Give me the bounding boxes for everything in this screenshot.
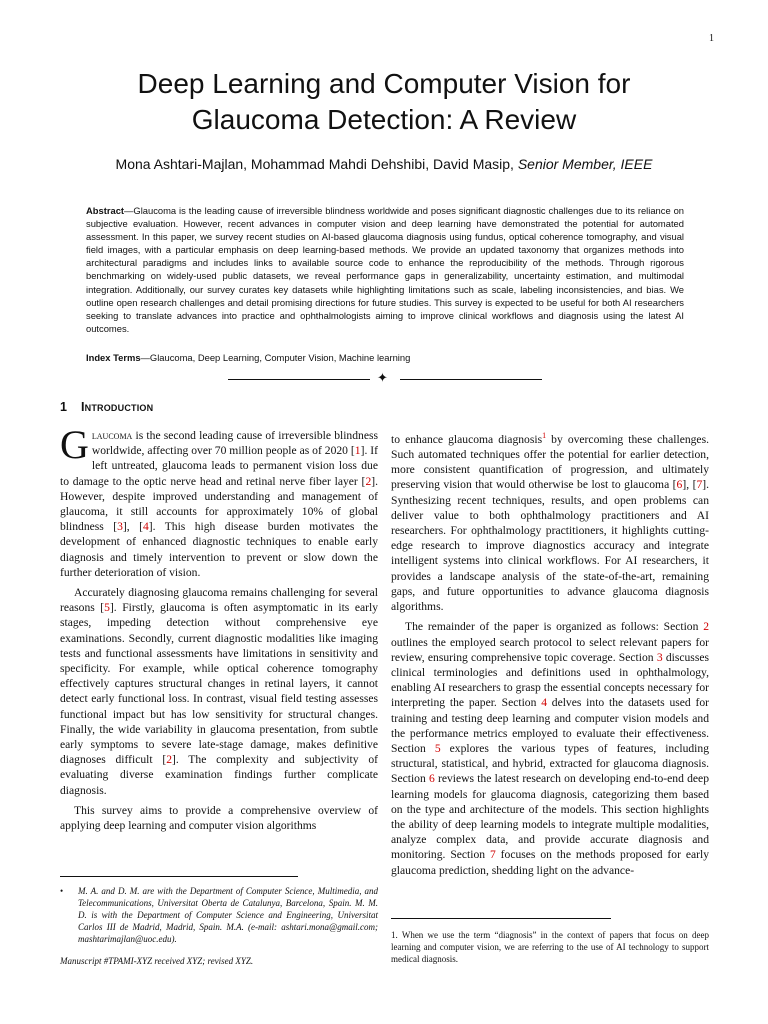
intro-paragraph-5: The remainder of the paper is organized as follows: Section 2 outlines the employed search protocol to select relevant papers for review, ensuring comprehensive topic coverage. Section 3 discusses clinical terminologies and definitions used in ophthalmology, enabling AI researchers to grasp the essential concepts necessary for interpreting the paper. Section 4 delves into the datasets used for training and testing deep learning and computer vision models and the performance metrics employed to evaluate their effectiveness. Section 5 explores the various types of features, including structural, statistical, and hybrid, extracted for glaucoma diagnosis. Section 6 reviews the latest research on developing end-to-end deep learning models for glaucoma diagnosis, categorizing them based on the type and architecture of the models. This section highlights the ability of deep learning models to integrate multiple modalities, analyze complex data, and provide accurate diagnosis and monitoring. Section 7 focuses on the methods proposed for early glaucoma prediction, shedding light on the advance- (391, 620, 710, 877)
section-link[interactable]: 2 (703, 620, 709, 634)
citation-link[interactable]: 2 (166, 753, 173, 767)
separator-line-right (400, 379, 542, 380)
manuscript-note: Manuscript #TPAMI-XYZ received XYZ; revised XYZ. (60, 956, 254, 966)
index-terms-label: Index Terms (86, 352, 141, 363)
right-column (391, 428, 709, 878)
title-line-1: Deep Learning and Computer Vision for (137, 68, 631, 99)
bullet-icon: • (60, 886, 64, 896)
author-list (60, 155, 708, 173)
citation-link[interactable]: 1 (354, 444, 361, 458)
intro-paragraph-2: Accurately diagnosing glaucoma remains challenging for several reasons [5]. Firstly, glaucoma is often asymptomatic in its early stages, impeding detection without comprehensive eye examinations. Secondly, current diagnostic modalities like imaging tests and functional assessments have limitations in sensitivity and specificity. For example, while optical coherence tomography effectively captures structural changes in retinal layers, it cannot detect early functional loss. In contrast, visual field testing assesses functional impact but has low sensitivity for structural changes. Finally, the wide variability in glaucoma presentation, from subtle early symptoms to severe late-stage damage, makes definitive diagnoses difficult [2]. The complexity and subjectivity of evaluating diverse examination findings further complicate diagnosis. (60, 586, 378, 797)
section-number: 1 (60, 400, 67, 414)
abstract-label: Abstract (86, 205, 125, 216)
footnote-rule-left (60, 876, 298, 877)
footnote-marker[interactable]: 1 (542, 431, 547, 440)
abstract (86, 204, 684, 335)
index-terms-text: —Glaucoma, Deep Learning, Computer Vision, Machine learning (140, 352, 411, 363)
affiliation-text: M. A. and D. M. are with the Department of Computer Science, Multimedia, and Telecommunications, Universitat Oberta de Catalunya, Barcelona, Spain. M. M. D. is with the Department of Computer Science and Engineering, Universitat Carlos III de Madrid, Madrid, Spain. M.A. (e-mail: ashtari.mona@gmail.com; mashtarimajlan@uoc.edu). (78, 886, 378, 944)
section-separator (228, 372, 542, 386)
section-title: Introduction (80, 400, 154, 414)
drop-cap: G (60, 422, 89, 467)
section-link[interactable]: 4 (541, 696, 547, 710)
author-role: Senior Member, IEEE (517, 156, 653, 172)
citation-link[interactable]: 3 (117, 520, 123, 534)
affiliation-footnote (60, 885, 378, 967)
paper-title (60, 66, 708, 138)
section-link[interactable]: 5 (434, 741, 441, 755)
title-line-2: Glaucoma Detection: A Review (191, 104, 577, 135)
diamond-icon: ✦ (377, 371, 388, 386)
intro-paragraph-1: Glaucoma is the second leading cause of irreversible blindness worldwide, affecting over 70 million people as of 2020 [1]. If left untreated, glaucoma leads to permanent vision loss due to damage to the optic nerve head and retinal nerve fiber layer [2]. However, despite improved understanding and management of glaucoma, it still accounts for approximately 10% of global blindness [3], [4]. This high disease burden motivates the development of enhanced diagnostic techniques to enable early diagnosis and timely intervention to prevent or slow down the further deterioration of vision. (60, 422, 378, 579)
section-link[interactable]: 7 (489, 848, 496, 862)
citation-link[interactable]: 5 (104, 601, 110, 615)
intro-paragraph-4: to enhance glaucoma diagnosis$^1$ by overcoming these challenges. Such automated techniques offer the potential for earlier detection, more consistent quantification of progression, and ultimately preserving vision that would otherwise be lost to glaucoma [6], [7]. Synthesizing recent techniques, results, and open problems can deliver value to both ophthalmology practitioners and AI researchers. For ophthalmology practitioners, it highlights cutting-edge research to improve diagnostics accuracy and integrate intelligent systems into clinical workflows. For AI researchers, it provides a landscape analysis of the state-of-the-art, remaining gaps, and future opportunities to advance glaucoma diagnosis algorithms. (391, 431, 709, 614)
separator-line-left (228, 379, 370, 380)
section-link[interactable]: 3 (656, 650, 663, 664)
left-column (60, 422, 378, 833)
intro-paragraph-3: This survey aims to provide a comprehensive overview of applying deep learning and computer vision algorithms (60, 803, 378, 833)
section-link[interactable]: 6 (429, 772, 435, 786)
abstract-text: —Glaucoma is the leading cause of irreversible blindness worldwide and poses significant diagnostic challenges due to its reliance on subjective evaluation. However, recent advances in computer vision and deep learning have demonstrated the potential for automated assessment. In this paper, we survey recent studies on AI-based glaucoma diagnosis using fundus, optical coherence tomography, and visual field images, with a particular emphasis on deep learning-based methods. We provide an updated taxonomy that organizes methods into architectural paradigms and includes links to available source code to enhance the reproducibility of the methods. Through rigorous benchmarking on widely-used public datasets, we reveal performance gaps in generalizability, uncertainty estimation, and multimodal integration. Additionally, our survey curates key datasets while highlighting limitations such as scale, labeling inconsistencies, and bias. We outline open research challenges and detail promising directions for future studies. This survey is expected to be useful for both AI researchers seeking to translate advances into practice and ophthalmologists aiming to improve clinical workflows and diagnosis using the latest AI outcomes. (86, 205, 684, 334)
footnote-rule-right (391, 918, 611, 919)
footnote-1: 1. When we use the term “diagnosis” in the context of papers that focus on deep learning and computer vision, we are referring to the use of AI technology to support medical diagnosis. (391, 930, 709, 964)
citation-link[interactable]: 7 (696, 478, 703, 492)
citation-link[interactable]: 2 (365, 474, 372, 488)
page-number: 1 (709, 33, 714, 44)
index-terms (86, 351, 684, 364)
citation-link[interactable]: 6 (676, 478, 683, 492)
section-heading (60, 400, 153, 414)
citation-link[interactable]: 4 (142, 520, 149, 534)
author-names: Mona Ashtari-Majlan, Mohammad Mahdi Dehshibi, David Masip, (115, 156, 514, 172)
